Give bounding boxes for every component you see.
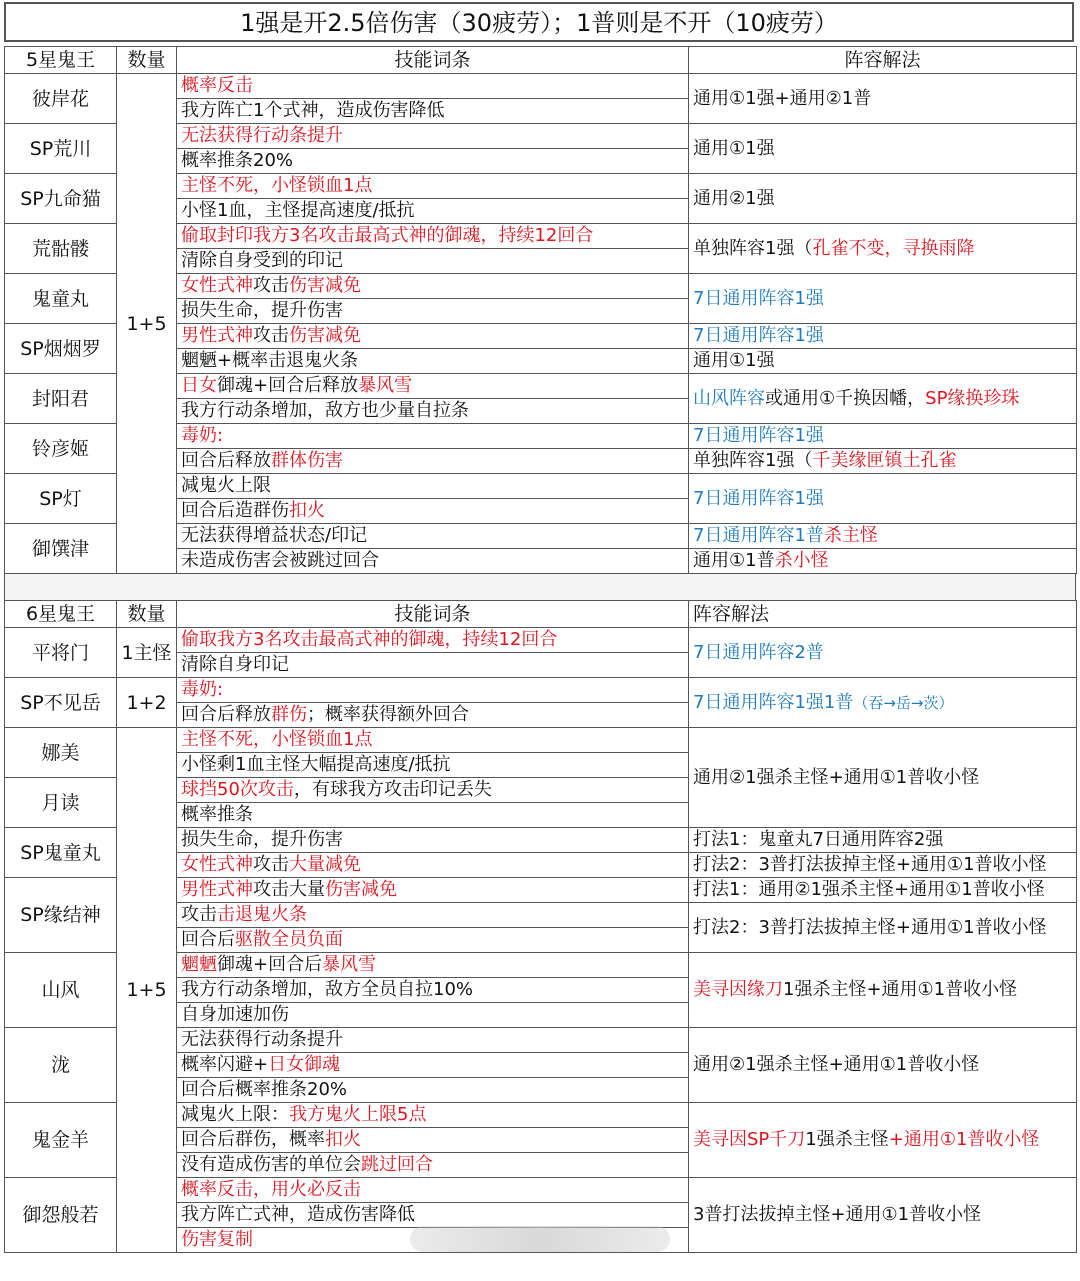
skill-line: 毒奶: bbox=[177, 678, 689, 703]
boss-name: 鬼童丸 bbox=[5, 274, 117, 324]
skill-line: 我方阵亡1个式神，造成伤害降低 bbox=[177, 99, 689, 124]
solution: 7日通用阵容1强 bbox=[689, 274, 1077, 324]
skill-line: 攻击击退鬼火条 bbox=[177, 903, 689, 928]
header-boss: 6星鬼王 bbox=[5, 601, 117, 628]
skill-line: 女性式神攻击伤害减免 bbox=[177, 274, 689, 299]
skill-line: 球挡50次攻击，有球我方攻击印记丢失 bbox=[177, 778, 689, 803]
boss-name: SP不见岳 bbox=[5, 678, 117, 728]
skill-line: 小怪剩1血主怪大幅提高速度/抵抗 bbox=[177, 753, 689, 778]
boss-name: SP烟烟罗 bbox=[5, 324, 117, 374]
skill-line: 日女御魂+回合后释放暴风雪 bbox=[177, 374, 689, 399]
skill-line: 毒奶: bbox=[177, 424, 689, 449]
skill-line: 没有造成伤害的单位会跳过回合 bbox=[177, 1153, 689, 1178]
solution: 3普打法拔掉主怪+通用①1普收小怪 bbox=[689, 1178, 1077, 1253]
boss-name: SP九命猫 bbox=[5, 174, 117, 224]
solution: 7日通用阵容1强 bbox=[689, 324, 1077, 349]
skill-line: 回合后群伤，概率扣火 bbox=[177, 1128, 689, 1153]
header-qty: 数量 bbox=[117, 601, 177, 628]
sheet-title: 1强是开2.5倍伤害（30疲劳）；1普则是不开（10疲劳） bbox=[4, 2, 1074, 42]
skill-line: 无法获得行动条提升 bbox=[177, 124, 689, 149]
skill-line: 回合后概率推条20% bbox=[177, 1078, 689, 1103]
skill-line: 男性式神攻击伤害减免 bbox=[177, 324, 689, 349]
skill-line: 自身加速加伤 bbox=[177, 1003, 689, 1028]
skill-line: 我方阵亡式神，造成伤害降低 bbox=[177, 1203, 689, 1228]
boss-name: 平将门 bbox=[5, 628, 117, 678]
solution: 单独阵容1强（孔雀不变，寻换雨降 bbox=[689, 224, 1077, 274]
skill-line: 回合后释放群伤；概率获得额外回合 bbox=[177, 703, 689, 728]
boss-name: 山风 bbox=[5, 953, 117, 1028]
skill-line: 回合后驱散全员负面 bbox=[177, 928, 689, 953]
skill-line: 回合后造群伤扣火 bbox=[177, 499, 689, 524]
boss-name: SP灯 bbox=[5, 474, 117, 524]
solution: 单独阵容1强（千美缘匣镇土孔雀 bbox=[689, 449, 1077, 474]
solution: 打法1：通用②1强杀主怪+通用①1普收小怪 bbox=[689, 878, 1077, 903]
solution: 通用①1强+通用②1普 bbox=[689, 74, 1077, 124]
header-qty: 数量 bbox=[117, 47, 177, 74]
skill-line: 概率反击，用火必反击 bbox=[177, 1178, 689, 1203]
solution: 美寻因缘刀1强杀主怪+通用①1普收小怪 bbox=[689, 953, 1077, 1028]
solution: 7日通用阵容1普杀主怪 bbox=[689, 524, 1077, 549]
boss-name: 御馔津 bbox=[5, 524, 117, 574]
skill-line: 主怪不死，小怪锁血1点 bbox=[177, 174, 689, 199]
boss-name: 荒骷髅 bbox=[5, 224, 117, 274]
boss-name: 彼岸花 bbox=[5, 74, 117, 124]
table-spacer bbox=[4, 574, 1076, 600]
solution: 7日通用阵容1强 bbox=[689, 474, 1077, 524]
solution: 美寻因SP千刀1强杀主怪+通用①1普收小怪 bbox=[689, 1103, 1077, 1178]
skill-line: 概率闪避+日女御魂 bbox=[177, 1053, 689, 1078]
skill-line: 未造成伤害会被跳过回合 bbox=[177, 549, 689, 574]
skill-line: 概率推条20% bbox=[177, 149, 689, 174]
boss-qty: 1主怪 bbox=[117, 628, 177, 678]
skill-line: 偷取封印我方3名攻击最高式神的御魂，持续12回合 bbox=[177, 224, 689, 249]
boss-name: SP荒川 bbox=[5, 124, 117, 174]
boss-qty: 1+5 bbox=[117, 74, 177, 574]
skill-line: 魍魉御魂+回合后暴风雪 bbox=[177, 953, 689, 978]
boss-name: 封阳君 bbox=[5, 374, 117, 424]
skill-line: 清除自身受到的印记 bbox=[177, 249, 689, 274]
solution: 打法2：3普打法拔掉主怪+通用①1普收小怪 bbox=[689, 903, 1077, 953]
skill-line: 小怪1血，主怪提高速度/抵抗 bbox=[177, 199, 689, 224]
skill-line: 偷取我方3名攻击最高式神的御魂，持续12回合 bbox=[177, 628, 689, 653]
solution: 山风阵容或通用①千换因幡，SP缘换珍珠 bbox=[689, 374, 1077, 424]
header-solution: 阵容解法 bbox=[689, 47, 1077, 74]
skill-line: 伤害复制 bbox=[177, 1228, 689, 1253]
skill-line: 我方行动条增加，敌方也少量自拉条 bbox=[177, 399, 689, 424]
skill-line: 损失生命，提升伤害 bbox=[177, 299, 689, 324]
boss-name: 娜美 bbox=[5, 728, 117, 778]
boss-name: 铃彦姬 bbox=[5, 424, 117, 474]
skill-line: 回合后释放群体伤害 bbox=[177, 449, 689, 474]
skill-line: 无法获得行动条提升 bbox=[177, 1028, 689, 1053]
solution: 通用①1强 bbox=[689, 124, 1077, 174]
header-solution: 阵容解法 bbox=[689, 601, 1077, 628]
skill-line: 损失生命，提升伤害 bbox=[177, 828, 689, 853]
skill-line: 男性式神攻击大量伤害减免 bbox=[177, 878, 689, 903]
solution: 打法2：3普打法拔掉主怪+通用①1普收小怪 bbox=[689, 853, 1077, 878]
skill-line: 减鬼火上限：我方鬼火上限5点 bbox=[177, 1103, 689, 1128]
skill-line: 主怪不死，小怪锁血1点 bbox=[177, 728, 689, 753]
header-boss: 5星鬼王 bbox=[5, 47, 117, 74]
boss-name: SP鬼童丸 bbox=[5, 828, 117, 878]
watermark-blur bbox=[410, 1226, 670, 1252]
solution: 7日通用阵容1强1普（吞→岳→茨） bbox=[689, 678, 1077, 728]
five-star-table bbox=[4, 46, 1077, 574]
boss-name: 月读 bbox=[5, 778, 117, 828]
solution: 通用②1强杀主怪+通用①1普收小怪 bbox=[689, 728, 1077, 828]
skill-line: 清除自身印记 bbox=[177, 653, 689, 678]
skill-line: 概率推条 bbox=[177, 803, 689, 828]
skill-line: 无法获得增益状态/印记 bbox=[177, 524, 689, 549]
skill-line: 减鬼火上限 bbox=[177, 474, 689, 499]
skill-line: 我方行动条增加，敌方全员自拉10% bbox=[177, 978, 689, 1003]
boss-name: 泷 bbox=[5, 1028, 117, 1103]
boss-qty: 1+5 bbox=[117, 728, 177, 1253]
boss-qty: 1+2 bbox=[117, 678, 177, 728]
boss-name: 鬼金羊 bbox=[5, 1103, 117, 1178]
header-skill: 技能词条 bbox=[177, 601, 689, 628]
boss-name: 御怨般若 bbox=[5, 1178, 117, 1253]
solution: 通用①1强 bbox=[689, 349, 1077, 374]
skill-line: 女性式神攻击大量减免 bbox=[177, 853, 689, 878]
solution: 打法1：鬼童丸7日通用阵容2强 bbox=[689, 828, 1077, 853]
header-skill: 技能词条 bbox=[177, 47, 689, 74]
boss-name: SP缘结神 bbox=[5, 878, 117, 953]
solution: 通用②1强杀主怪+通用①1普收小怪 bbox=[689, 1028, 1077, 1103]
solution: 7日通用阵容2普 bbox=[689, 628, 1077, 678]
six-star-table bbox=[4, 600, 1077, 1253]
solution: 通用①1普杀小怪 bbox=[689, 549, 1077, 574]
skill-line: 魍魉+概率击退鬼火条 bbox=[177, 349, 689, 374]
solution: 通用②1强 bbox=[689, 174, 1077, 224]
skill-line: 概率反击 bbox=[177, 74, 689, 99]
solution: 7日通用阵容1强 bbox=[689, 424, 1077, 449]
